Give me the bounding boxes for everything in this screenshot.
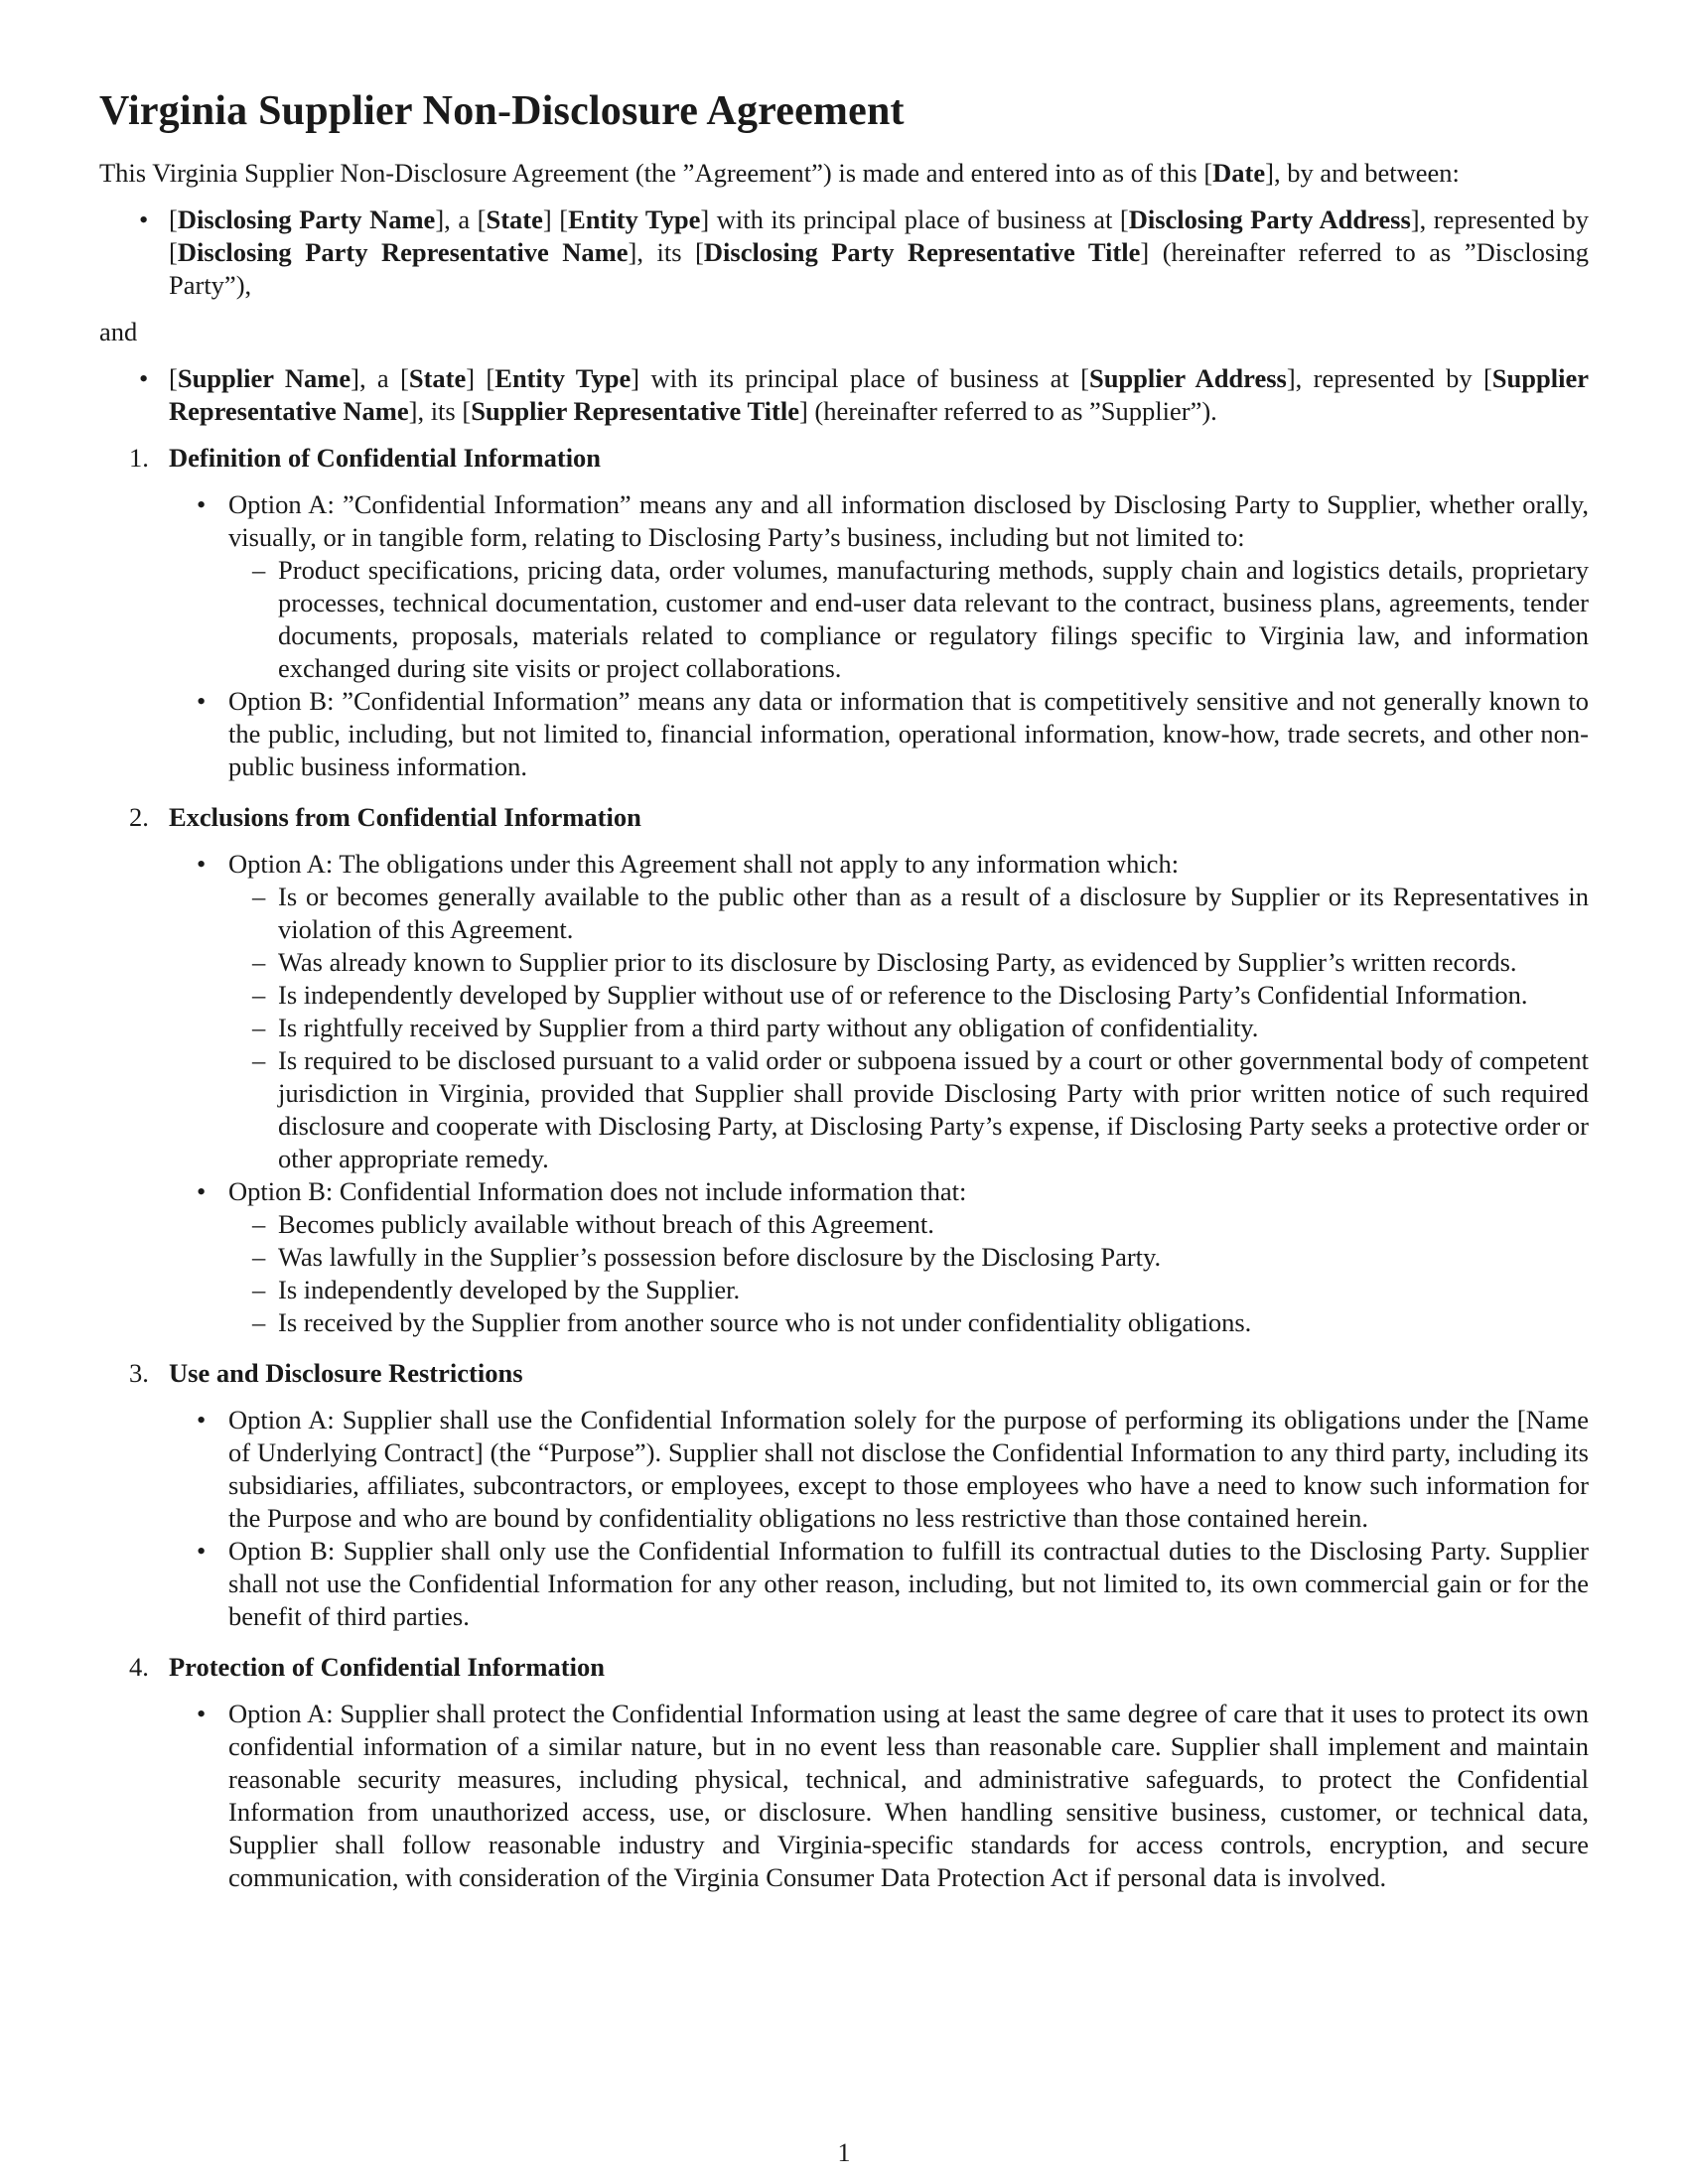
option-a: • Option A: Supplier shall protect the Confidential Information using at least the same degree of care that it uses to protect its own confidential information of a similar nature, but in no event less than reasonable care. Supplier shall implement and maintain reasonable security measures, including physical, technical, and administrative safeguards, to protect the Confidential Information from unauthorized access, use, or disclosure. When handling sensitive business, customer, or technical data, Supplier shall follow reasonable industry and Virginia-specific standards for access controls, encryption, and secure communication, with consideration of the Virginia Consumer Data Protection Act if personal data is involved. — [99, 1698, 1589, 1894]
date-placeholder: Date — [1212, 158, 1266, 188]
placeholder-disclosing-party-name: Disclosing Party Name — [177, 205, 436, 234]
sub-list — [228, 881, 1589, 1175]
page-number: 1 — [837, 2138, 851, 2167]
section-number: 3. — [129, 1358, 149, 1388]
sub-item: – Is required to be disclosed pursuant to a valid order or subpoena issued by a court or other governmental body of competent jurisdiction in Virginia, provided that Supplier shall provide Disclosing Party with prior written notice of such required disclosure and cooperate with Disclosing Party, at Disclosing Party’s expense, if Disclosing Party seeks a protective order or other appropriate remedy. — [228, 1044, 1589, 1175]
option-b: • Option B: Supplier shall only use the Confidential Information to fulfill its contractual duties to the Disclosing Party. Supplier shall not use the Confidential Information for any other reason, including, but not limited to, its own commercial gain or for the benefit of third parties. — [99, 1535, 1589, 1633]
intro-text: This Virginia Supplier Non-Disclosure Agreement (the ”Agreement”) is made and entered into as of this [ — [99, 158, 1213, 188]
placeholder-entity-type: Entity Type — [568, 205, 701, 234]
and-connector: and — [99, 317, 138, 346]
section-3 — [99, 1357, 1589, 1633]
option-list — [99, 1404, 1589, 1633]
option-a: • Option A: ”Confidential Information” means any and all information disclosed by Disclosing Party to Supplier, whether orally, visually, or in tangible form, relating to Disclosing Party’s business, including but not limited to: – Product specifications, pricing data, order volumes, manufacturing methods, supply chain and logistics details, proprietary processes, technical documentation, customer and end-user data relevant to the contract, business plans, agreements, tender documents, proposals, materials related to compliance or regulatory filings specific to Virginia law, and information exchanged during site visits or project collaborations. — [99, 488, 1589, 685]
sub-item: – Is independently developed by Supplier without use of or reference to the Disclosing Party’s Confidential Information. — [228, 979, 1589, 1012]
placeholder-supplier-rep-name: Supplier Representative Name — [169, 363, 1589, 426]
sub-item: – Is rightfully received by Supplier from a third party without any obligation of confidentiality. — [228, 1012, 1589, 1044]
section-heading — [99, 801, 1589, 834]
option-a: • Option A: Supplier shall use the Confidential Information solely for the purpose of performing its obligations under the [Name of Underlying Contract] (the “Purpose”). Supplier shall not disclose the Confidential Information to any third party, including its subsidiaries, affiliates, subcontractors, or employees, except to those employees who have a need to know such information for the Purpose and who are bound by confidentiality obligations no less restrictive than those contained herein. — [99, 1404, 1589, 1535]
sub-list — [228, 554, 1589, 685]
sub-item: – Becomes publicly available without breach of this Agreement. — [228, 1208, 1589, 1241]
section-number: 1. — [129, 443, 149, 473]
party-disclosing: • [Disclosing Party Name], a [State] [Entity Type] with its principal place of business at [Disclosing Party Address], represented by [Disclosing Party Representative Name], its [Disclosing Party Representative Title] (hereinafter referred to as ”Disclosing Party”), — [99, 204, 1589, 302]
placeholder-state: State — [486, 205, 543, 234]
section-list — [99, 442, 1589, 1894]
sub-item: – Was already known to Supplier prior to its disclosure by Disclosing Party, as evidenced by Supplier’s written records. — [228, 946, 1589, 979]
section-4 — [99, 1651, 1589, 1894]
section-title: Exclusions from Confidential Information — [169, 802, 641, 832]
placeholder-disclosing-rep-name: Disclosing Party Representative Name — [177, 237, 629, 267]
placeholder-state: State — [408, 363, 467, 393]
party-list-disclosing — [99, 204, 1589, 302]
option-b: • Option B: Confidential Information does not include information that: – Becomes publicly available without breach of this Agreement. – Was lawfully in the Supplier’s possession before disclosure by the Disclosing Party. – Is independently developed by the Supplier. – Is received by the Supplier from another source who is not under confidentiality obligations. — [99, 1175, 1589, 1339]
placeholder-disclosing-rep-title: Disclosing Party Representative Title — [703, 237, 1141, 267]
sub-item: – Is independently developed by the Supplier. — [228, 1274, 1589, 1306]
page-title: Virginia Supplier Non-Disclosure Agreement — [99, 88, 905, 134]
sub-item: – Product specifications, pricing data, order volumes, manufacturing methods, supply chain and logistics details, proprietary processes, technical documentation, customer and end-user data relevant to the contract, business plans, agreements, tender documents, proposals, materials related to compliance or regulatory filings specific to Virginia law, and information exchanged during site visits or project collaborations. — [228, 554, 1589, 685]
section-heading — [99, 442, 1589, 475]
party-list-supplier — [99, 362, 1589, 428]
sub-item: – Is or becomes generally available to the public other than as a result of a disclosure by Supplier or its Representatives in violation of this Agreement. — [228, 881, 1589, 946]
option-b: • Option B: ”Confidential Information” means any data or information that is competitively sensitive and not generally known to the public, including, but not limited to, financial information, operational information, know-how, trade secrets, and other non-public business information. — [99, 685, 1589, 783]
sub-item: – Is received by the Supplier from another source who is not under confidentiality obligations. — [228, 1306, 1589, 1339]
document-page — [99, 85, 1589, 1912]
section-title: Protection of Confidential Information — [169, 1652, 605, 1682]
option-list — [99, 488, 1589, 783]
placeholder-disclosing-party-address: Disclosing Party Address — [1128, 205, 1411, 234]
section-title: Use and Disclosure Restrictions — [169, 1358, 523, 1388]
placeholder-supplier-address: Supplier Address — [1088, 363, 1287, 393]
section-1 — [99, 442, 1589, 783]
option-a: • Option A: The obligations under this Agreement shall not apply to any information which: – Is or becomes generally available to the public other than as a result of a disclosure by Supplier or its Representatives in violation of this Agreement. – Was already known to Supplier prior to its disclosure by Disclosing Party, as evidenced by Supplier’s written records. – Is independently developed by Supplier without use of or reference to the Disclosing Party’s Confidential Information. – Is rightfully received by Supplier from a third party without any obligation of confidentiality. – Is required to be disclosed pursuant to a valid order or subpoena issued by a court or other governmental body of competent jurisdiction in Virginia, provided that Supplier shall provide Disclosing Party with prior written notice of such required disclosure and cooperate with Disclosing Party, at Disclosing Party’s expense, if Disclosing Party seeks a protective order or other appropriate remedy. — [99, 848, 1589, 1175]
sub-item: – Was lawfully in the Supplier’s possession before disclosure by the Disclosing Party. — [228, 1241, 1589, 1274]
intro-paragraph — [99, 157, 1589, 190]
section-number: 4. — [129, 1652, 149, 1682]
section-number: 2. — [129, 802, 149, 832]
section-heading — [99, 1651, 1589, 1684]
party-supplier: • [Supplier Name], a [State] [Entity Type] with its principal place of business at [Supplier Address], represented by [Supplier Representative Name], its [Supplier Representative Title] (hereinafter referred to as ”Supplier”). — [99, 362, 1589, 428]
section-2 — [99, 801, 1589, 1339]
section-title: Definition of Confidential Information — [169, 443, 602, 473]
placeholder-supplier-rep-title: Supplier Representative Title — [471, 396, 799, 426]
sub-list — [228, 1208, 1589, 1339]
placeholder-entity-type: Entity Type — [494, 363, 632, 393]
option-list — [99, 1698, 1589, 1894]
placeholder-supplier-name: Supplier Name — [177, 363, 352, 393]
section-heading — [99, 1357, 1589, 1390]
option-list — [99, 848, 1589, 1339]
intro-text-end: ], by and between: — [1265, 158, 1460, 188]
